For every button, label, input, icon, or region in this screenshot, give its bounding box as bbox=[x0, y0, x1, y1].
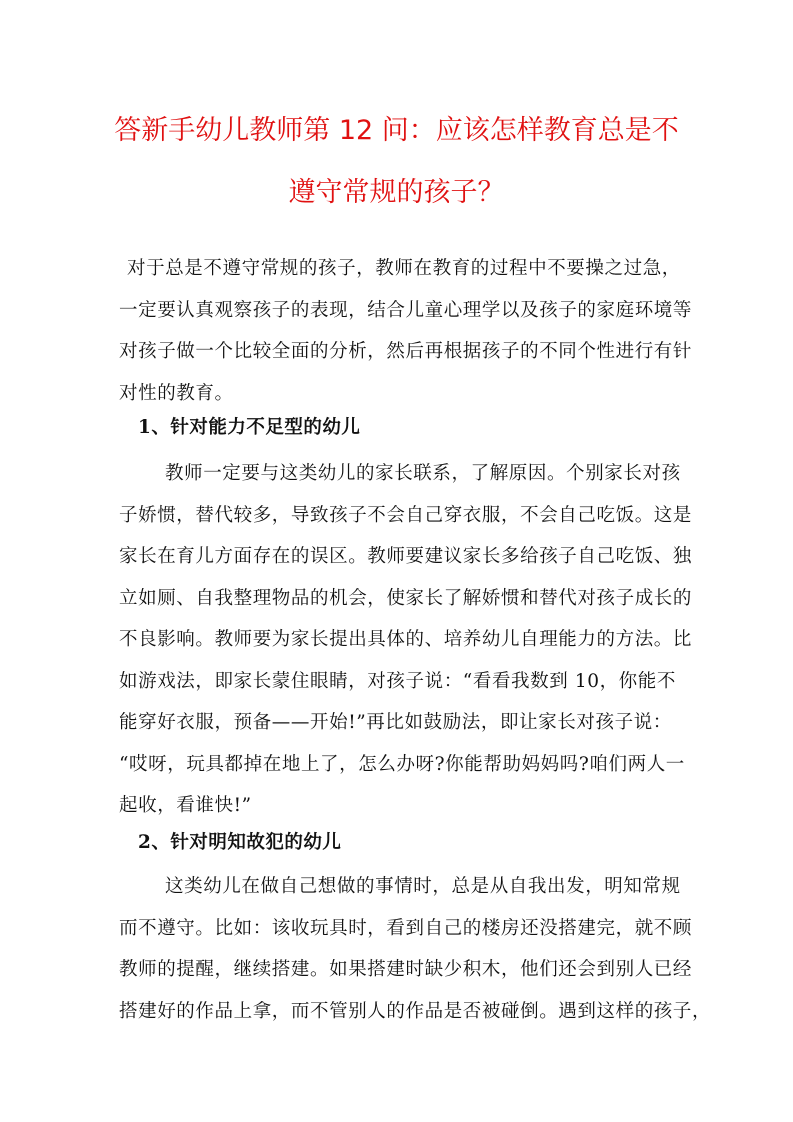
section-1-line: 能穿好衣服，预备——开始!”再比如鼓励法，即让家长对孩子说： bbox=[119, 712, 672, 733]
section-2-line: 搭建好的作品上拿，而不管别人的作品是否被碰倒。遇到这样的孩子， bbox=[119, 1000, 712, 1022]
document-title-line-2: 遵守常规的孩子？ bbox=[288, 177, 505, 208]
section-2-line: 教师的提醒，继续搭建。如果搭建时缺少积木，他们还会到别人已经 bbox=[119, 959, 693, 980]
intro-line: 一定要认真观察孩子的表现，结合儿童心理学以及孩子的家庭环境等 bbox=[119, 299, 693, 321]
section-1-line: 子娇惯，替代较多，导致孩子不会自己穿衣服，不会自己吃饭。这是 bbox=[119, 504, 693, 526]
section-1-line: 起收，看谁快!” bbox=[119, 795, 252, 816]
intro-paragraph bbox=[119, 248, 693, 414]
section-2-line: 这类幼儿在做自己想做的事情时，总是从自我出发，明知常规 bbox=[165, 876, 681, 897]
section-1-line: 不良影响。教师要为家长提出具体的、培养幼儿自理能力的方法。比 bbox=[119, 629, 693, 650]
section-1-heading: 1、针对能力不足型的幼儿 bbox=[138, 417, 361, 438]
intro-line: 对性的教育。 bbox=[119, 382, 234, 404]
section-1-line: “哎呀，玩具都掉在地上了，怎么办呀?你能帮助妈妈吗?咱们两人一 bbox=[119, 753, 685, 775]
document-title-line-1: 答新手幼儿教师第 12 问：应该怎样教育总是不 bbox=[114, 115, 679, 146]
intro-line: 对孩子做一个比较全面的分析，然后再根据孩子的不同个性进行有针 bbox=[119, 341, 693, 362]
section-2-line: 而不遵守。比如：该收玩具时，看到自己的楼房还没搭建完，就不顾 bbox=[119, 917, 693, 939]
intro-line: 对于总是不遵守常规的孩子，教师在教育的过程中不要操之过急， bbox=[127, 258, 681, 279]
section-1-line: 家长在育儿方面存在的误区。教师要建议家长多给孩子自己吃饭、独 bbox=[119, 546, 693, 567]
section-1-line: 教师一定要与这类幼儿的家长联系，了解原因。个别家长对孩 bbox=[165, 463, 681, 484]
section-1-paragraph bbox=[119, 453, 693, 827]
section-1-line: 如游戏法，即家长蒙住眼睛，对孩子说：“看看我数到 10，你能不 bbox=[119, 670, 676, 692]
section-1-line: 立如厕、自我整理物品的机会，使家长了解娇惯和替代对孩子成长的 bbox=[119, 587, 693, 609]
section-2-paragraph bbox=[119, 866, 712, 1032]
section-2-heading: 2、针对明知故犯的幼儿 bbox=[138, 832, 342, 853]
